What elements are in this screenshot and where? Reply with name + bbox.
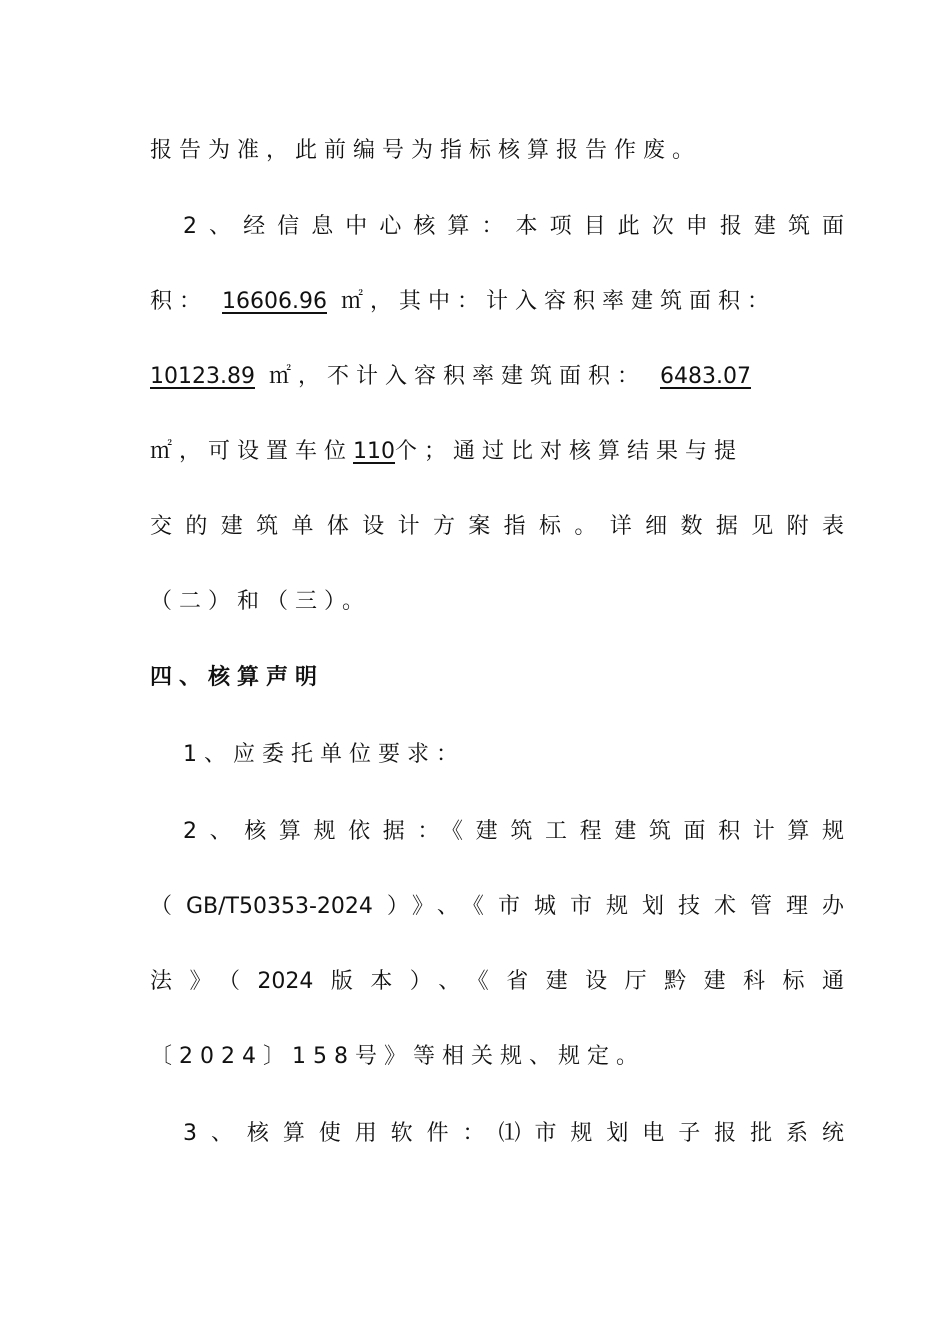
text-line: 交的建筑单体设计方案指标。详细数据见附表 — [150, 514, 844, 539]
paragraph-line — [150, 892, 844, 922]
total-area-value: 16606.96 — [222, 289, 327, 314]
paragraph-line — [150, 587, 844, 617]
far-unit-text: ㎡，不计入容积率建筑面积： — [268, 364, 646, 389]
section-heading — [150, 663, 844, 693]
paragraph-line — [150, 362, 844, 392]
item-2-line-3: 法》（2024版本）、《省建设厅黔建科标通 — [150, 969, 844, 994]
item-1: 1、应委托单位要求： — [183, 742, 465, 767]
paragraph-line — [183, 817, 844, 847]
calc-intro: 2、经信息中心核算：本项目此次申报建筑面 — [183, 214, 844, 239]
paragraph-line — [150, 287, 844, 317]
area-label: 积： — [150, 289, 209, 314]
parking-count: 110 — [353, 439, 396, 464]
non-far-area-value: 6483.07 — [660, 364, 751, 389]
paragraph-line — [150, 437, 844, 467]
paragraph-line — [150, 1042, 844, 1072]
item-3: 3、核算使用软件：⑴市规划电子报批系统 — [183, 1121, 844, 1146]
paragraph-line — [183, 1119, 844, 1149]
paragraph-line — [150, 136, 844, 166]
item-2-line-1: 2、核算规依据：《建筑工程建筑面积计算规 — [183, 819, 844, 844]
item-2-line-2: （GB/T50353-2024）》、《市城市规划技术管理办 — [150, 894, 844, 919]
section-4-title: 四、核算声明 — [150, 665, 325, 690]
paragraph-line — [183, 212, 844, 242]
text-line: 报告为准，此前编号为指标核算报告作废。 — [150, 138, 702, 163]
text-line: （二）和（三）。 — [150, 589, 372, 614]
area-unit-text: ㎡，其中：计入容积率建筑面积： — [341, 289, 777, 314]
item-2-line-4: 〔2024〕158号》等相关规、规定。 — [150, 1044, 645, 1069]
parking-label: ㎡，可设置车位 — [150, 439, 354, 464]
paragraph-line — [183, 740, 844, 770]
paragraph-line — [150, 512, 844, 542]
paragraph-line — [150, 967, 844, 997]
far-area-value: 10123.89 — [150, 364, 255, 389]
parking-after-text: 个；通过比对核算结果与提 — [395, 439, 744, 464]
